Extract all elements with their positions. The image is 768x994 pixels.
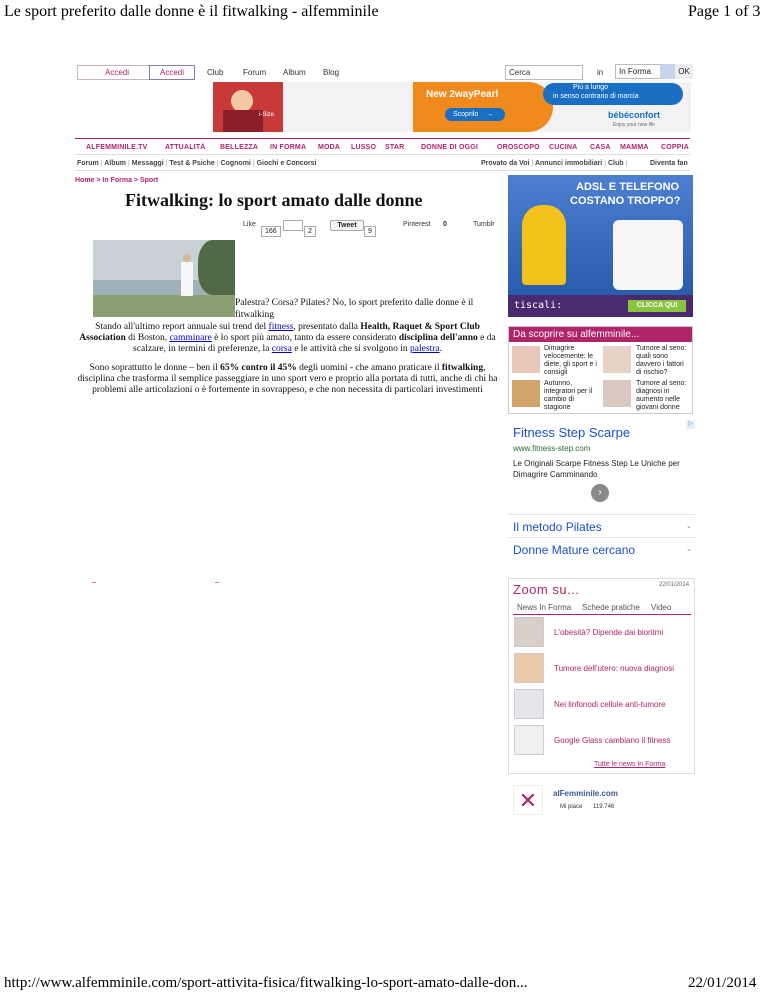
tumblr-button[interactable]: Tumblr bbox=[473, 221, 495, 228]
discover-item-1[interactable]: Dimagrire velocemente: le diete, gli sport e i consigli bbox=[544, 345, 597, 376]
topbar-link-blog[interactable]: Blog bbox=[323, 68, 340, 77]
discover-thumb-3[interactable] bbox=[512, 380, 540, 407]
banner-product: New 2wayPearl bbox=[426, 89, 499, 100]
tweet-button[interactable]: Tweet bbox=[330, 220, 364, 231]
link-fitness[interactable]: fitness bbox=[268, 322, 294, 332]
subnav-cognomi[interactable]: Cognomi bbox=[220, 160, 251, 167]
banner-cta-label: Scoprilo bbox=[453, 111, 479, 118]
nav-item-alfemminile-tv[interactable]: ALFEMMINILE.TV bbox=[86, 144, 148, 151]
link-corsa[interactable]: corsa bbox=[271, 344, 292, 354]
zoom-item-1[interactable]: L'obesità? Dipende dai bioritmi bbox=[554, 628, 664, 637]
article-intro bbox=[235, 298, 473, 320]
article-title: Fitwalking: lo sport amato dalle donne bbox=[125, 190, 423, 210]
tiscali-woman-image bbox=[613, 220, 683, 290]
nav-bottom-rule bbox=[75, 170, 690, 171]
p1-text-a: Stando all'ultimo report annuale sui trend del bbox=[95, 322, 269, 332]
topbar-link-club[interactable]: Club bbox=[207, 68, 224, 77]
p1-text-d: è lo sport più amato, tanto da essere considerato bbox=[211, 333, 399, 343]
subnav-annunci[interactable]: Annunci immobiliari bbox=[534, 160, 603, 167]
zoom-date: 22/01/2014 bbox=[659, 582, 690, 588]
tiscali-line-1: ADSL E TELEFONO bbox=[576, 181, 680, 193]
banner-brand: bébéconfort bbox=[608, 110, 661, 120]
banner-tagline-1: Più a lungo bbox=[573, 84, 609, 91]
nav-item-mamma[interactable]: MAMMA bbox=[620, 144, 649, 151]
print-footer-date: 22/01/2014 bbox=[688, 975, 757, 991]
fb-like-button[interactable]: Mi piace bbox=[560, 804, 583, 810]
like-count-value: 166 bbox=[261, 226, 281, 237]
tiscali-ad[interactable] bbox=[508, 175, 693, 317]
select-arrow-icon bbox=[660, 64, 675, 79]
zoom-box bbox=[508, 578, 695, 774]
zoom-tab-news[interactable]: News In Forma bbox=[517, 603, 572, 612]
nav-item-cucina[interactable]: CUCINA bbox=[549, 144, 578, 151]
article-paragraph-1 bbox=[75, 322, 500, 355]
pinterest-button[interactable]: Pinterest bbox=[403, 221, 431, 228]
banner-ad[interactable] bbox=[213, 82, 691, 132]
gplus-count bbox=[304, 220, 316, 238]
nav-item-oroscopo[interactable]: OROSCOPO bbox=[497, 144, 540, 151]
nav-item-casa[interactable]: CASA bbox=[590, 144, 611, 151]
adchoices-icon[interactable]: ▷ bbox=[686, 420, 695, 429]
p1-text-b: , presentato dalla bbox=[293, 322, 361, 332]
tiscali-cta-button[interactable]: CLICCA QUI bbox=[628, 300, 686, 312]
google-ad-url[interactable]: www.fitness-step.com bbox=[513, 444, 591, 453]
p1-text-e: e da scalzare, in termini di preferenze, la bbox=[133, 333, 496, 354]
banner-cta-button[interactable] bbox=[445, 108, 505, 121]
nav-item-in-forma[interactable]: IN FORMA bbox=[270, 144, 307, 151]
zoom-tab-schede[interactable]: Schede pratiche bbox=[582, 603, 640, 612]
p1-bold-association: Health, Raquet & Sport Club Association bbox=[79, 322, 480, 343]
subnav-messaggi[interactable]: Messaggi bbox=[131, 160, 164, 167]
article-body bbox=[75, 297, 500, 396]
zoom-tab-video[interactable]: Video bbox=[651, 603, 672, 612]
subnav-left: Forum | Album | Messaggi | Test & Psiche | Cognomi | Giochi e Concorsi bbox=[77, 160, 317, 167]
p1-text-f: e le attività che si svolgono in bbox=[291, 344, 411, 354]
chevron-down-icon[interactable]: ⌄ bbox=[686, 523, 692, 530]
tiscali-character-image bbox=[522, 205, 566, 285]
subnav-test-psiche[interactable]: Test & Psiche bbox=[169, 160, 215, 167]
discover-item-4[interactable]: Tumore al seno: diagnosi in aumento nelle giovani donne bbox=[636, 380, 687, 411]
nav-item-star[interactable]: STAR bbox=[385, 144, 405, 151]
zoom-item-2[interactable]: Tumore dell'utero: nuova diagnosi bbox=[554, 664, 674, 673]
p2-bold-fitwalking: fitwalking bbox=[441, 363, 484, 373]
discover-thumb-4[interactable] bbox=[603, 380, 631, 407]
tweet-count-value: 9 bbox=[364, 226, 376, 237]
facebook-box bbox=[508, 780, 695, 825]
subnav-right: Provato da Voi | Annunci immobiliari | Club | bbox=[481, 160, 628, 167]
p1-text-g: . bbox=[439, 344, 442, 354]
google-ad-link-1[interactable]: Il metodo Pilates bbox=[513, 520, 602, 534]
tweet-count bbox=[364, 220, 376, 238]
nav-item-bellezza[interactable]: BELLEZZA bbox=[220, 144, 259, 151]
discover-item-2[interactable]: Tumore al seno: quali sono davvero i fattori di rischio? bbox=[636, 345, 687, 376]
google-ad bbox=[508, 420, 695, 565]
link-palestra[interactable]: palestra bbox=[410, 344, 440, 354]
print-header-page: Page 1 of 3 bbox=[688, 3, 761, 20]
login-button[interactable]: Accedi bbox=[77, 65, 157, 80]
subnav-diventa-fan[interactable]: Diventa fan bbox=[650, 160, 688, 167]
topbar-link-album[interactable]: Album bbox=[283, 68, 306, 77]
subnav-forum[interactable]: Forum bbox=[77, 160, 99, 167]
topbar-link-forum[interactable]: Forum bbox=[243, 68, 267, 77]
google-ad-description: Le Originali Scarpe Fitness Step Le Uniche per Dimagrire Camminando bbox=[513, 459, 680, 479]
tiscali-line-2: COSTANO TROPPO? bbox=[570, 195, 681, 207]
arrow-right-icon: → bbox=[486, 111, 494, 118]
discover-thumb-1[interactable] bbox=[512, 346, 540, 373]
subnav-giochi[interactable]: Giochi e Concorsi bbox=[256, 160, 317, 167]
fb-page-name[interactable]: alFemminile.com bbox=[553, 789, 618, 798]
p1-text-c: di Boston, bbox=[125, 333, 170, 343]
link-camminare[interactable]: camminare bbox=[169, 333, 212, 343]
banner-child-seat-image bbox=[213, 82, 283, 132]
nav-item-coppia[interactable]: COPPIA bbox=[661, 144, 690, 151]
breadcrumb[interactable]: Home > In Forma > Sport bbox=[75, 177, 159, 184]
discover-thumb-2[interactable] bbox=[603, 346, 631, 373]
like-count bbox=[261, 220, 281, 238]
google-ad-title[interactable]: Fitness Step Scarpe bbox=[513, 425, 631, 440]
alfemminile-logo[interactable]: ✕ bbox=[513, 785, 543, 815]
gplus-count-value: 2 bbox=[304, 226, 316, 237]
marker-left-2 bbox=[215, 582, 219, 583]
fb-like-count: 119.746 bbox=[593, 804, 615, 810]
subnav-album[interactable]: Album bbox=[104, 160, 127, 167]
discover-box bbox=[508, 326, 693, 414]
nav-item-donne-di-oggi[interactable]: DONNE DI OGGI bbox=[421, 144, 479, 151]
nav-item-lusso[interactable]: LUSSO bbox=[351, 144, 377, 151]
p2-text-a: Sono soprattutto le donne – ben il bbox=[89, 363, 221, 373]
discover-item-3[interactable]: Autunno, integratori per il cambio di stagione bbox=[544, 380, 593, 411]
zoom-thumb-1[interactable] bbox=[514, 617, 544, 647]
zoom-all-link[interactable]: Tutte le news In Forma bbox=[594, 761, 666, 768]
chevron-down-icon-2[interactable]: ⌄ bbox=[686, 546, 692, 553]
chevron-right-icon[interactable]: › bbox=[591, 484, 609, 502]
banner-tagline-2: in senso contrario di marcia bbox=[553, 93, 639, 100]
zoom-item-4[interactable]: Google Glass cambiano il fitness bbox=[554, 736, 671, 745]
banner-brand-sub: Enjoy your new life bbox=[613, 122, 655, 128]
zoom-thumb-4[interactable] bbox=[514, 725, 544, 755]
subnav-club[interactable]: Club bbox=[608, 160, 624, 167]
nav-item-moda[interactable]: MODA bbox=[318, 144, 341, 151]
p2-text-b: degli uomini - che amano praticare il bbox=[296, 363, 442, 373]
like-label[interactable]: Like bbox=[243, 221, 256, 228]
zoom-item-3[interactable]: Nei linfonodi cellule anti-tumore bbox=[554, 700, 666, 709]
search-ok-button[interactable]: OK bbox=[675, 64, 693, 79]
article-paragraph-2 bbox=[75, 363, 500, 396]
search-input[interactable]: Cerca bbox=[505, 65, 583, 80]
pinterest-count: 0 bbox=[443, 221, 447, 228]
p1-bold-disciplina: disciplina dell'anno bbox=[398, 333, 478, 343]
search-in-label: in bbox=[597, 68, 604, 77]
marker-left-1 bbox=[92, 582, 96, 583]
subnav-provato[interactable]: Provato da Voi bbox=[481, 160, 530, 167]
zoom-thumb-2[interactable] bbox=[514, 653, 544, 683]
isize-label: i-Size bbox=[259, 112, 275, 118]
nav-mid-rule bbox=[75, 154, 690, 155]
zoom-tabs-rule bbox=[513, 614, 691, 615]
print-footer-url: http://www.alfemminile.com/sport-attivita-fisica/fitwalking-lo-sport-amato-dalle-don... bbox=[4, 975, 528, 991]
login-button-secondary[interactable]: Accedi bbox=[149, 65, 195, 80]
article-intro-text: Palestra? Corsa? Pilates? No, lo sport preferito dalle donne è il fitwalking bbox=[235, 298, 474, 320]
p2-text-c: , disciplina che trasforma il semplice passeggiare in uno sport vero e proprio alla portata di tutti, anche di chi ha problemi alle articolazioni o è fortemente in sovrappeso, e che non necessita di particolari investimenti bbox=[77, 363, 498, 395]
search-section-select[interactable]: In Forma bbox=[615, 64, 675, 79]
zoom-title: Zoom su... bbox=[513, 582, 580, 597]
nav-top-rule bbox=[75, 138, 690, 139]
nav-item-attualita[interactable]: ATTUALITÀ bbox=[165, 144, 206, 151]
google-ad-link-2[interactable]: Donne Mature cercano bbox=[513, 543, 636, 557]
tiscali-brand: tiscali: bbox=[514, 300, 563, 311]
print-header-title: Le sport preferito dalle donne è il fitwalking - alfemminile bbox=[4, 3, 379, 20]
p2-bold-percent: 65% contro il 45% bbox=[220, 363, 297, 373]
discover-title: Da scoprire su alfemminile... bbox=[509, 327, 692, 342]
zoom-thumb-3[interactable] bbox=[514, 689, 544, 719]
gplus-button[interactable] bbox=[283, 220, 303, 231]
